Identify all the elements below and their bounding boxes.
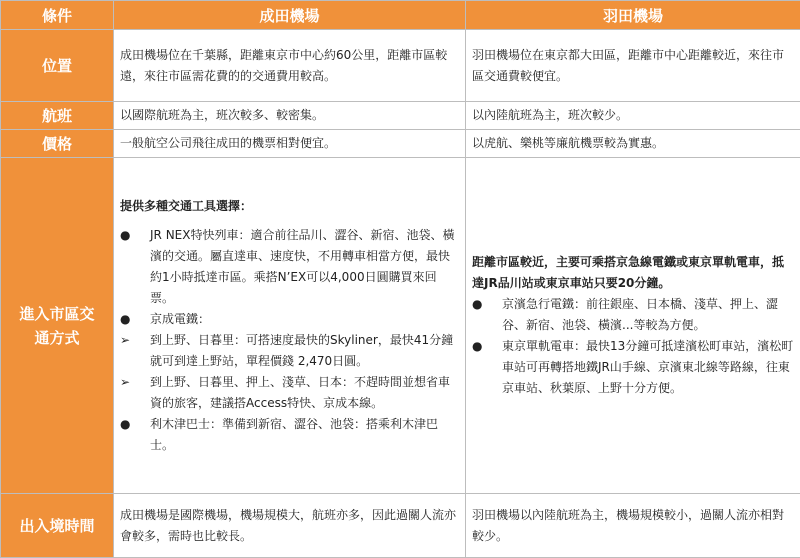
bullet-marker: ● [120, 311, 131, 326]
row-label-price: 價格 [1, 130, 114, 158]
list-item-text: 京濱急行電鐵：前往銀座、日本橋、淺草、押上、澀谷、新宿、池袋、橫濱...等較為方便。 [502, 297, 779, 332]
narita-transport-intro: 提供多種交通工具選擇： [120, 198, 253, 213]
header-haneda: 羽田機場 [466, 1, 800, 30]
haneda-transport-intro: 距離市區較近，主要可乘搭京急線電鐵或東京單軌電車，抵達JR品川站或東京車站只要20分鐘。 [472, 255, 785, 290]
list-item [472, 336, 794, 399]
narita-location: 成田機場位在千葉縣，距離東京市中心約60公里，距離市區較遠，來往市區需花費的的交通費用較高。 [114, 30, 466, 102]
row-label-location: 位置 [1, 30, 114, 102]
list-item [120, 414, 459, 456]
list-item [120, 372, 459, 414]
table-row-price [1, 130, 800, 158]
bullet-marker: ● [120, 416, 131, 431]
narita-price: 一般航空公司飛往成田的機票相對便宜。 [114, 130, 466, 158]
table-row-location [1, 30, 800, 102]
table-row-immigration [1, 494, 800, 558]
table-row-flights [1, 102, 800, 130]
haneda-price: 以虎航、樂桃等廉航機票較為實惠。 [466, 130, 800, 158]
table-header-row [1, 1, 800, 30]
list-item [472, 294, 794, 336]
list-item [120, 330, 459, 372]
arrow-marker: ➢ [120, 374, 131, 389]
table-row-transport [1, 158, 800, 494]
haneda-location: 羽田機場位在東京都大田區，距離市中心距離較近，來往市區交通費較便宜。 [466, 30, 800, 102]
bullet-marker: ● [472, 339, 483, 353]
row-label-flights: 航班 [1, 102, 114, 130]
narita-flights: 以國際航班為主，班次較多、較密集。 [114, 102, 466, 130]
arrow-marker: ➢ [120, 332, 131, 347]
header-narita: 成田機場 [114, 1, 466, 30]
row-label-immigration: 出入境時間 [1, 494, 114, 558]
list-item [120, 225, 459, 309]
list-item-text: 到上野、日暮里：可搭速度最快的Skyliner，最快41分鐘就可到達上野站，單程價錢 2,470日圓。 [150, 332, 454, 368]
row-label-transport-text: 進入市區交通方式 [19, 304, 95, 347]
row-label-transport [1, 158, 114, 494]
haneda-transport [466, 158, 800, 494]
list-item-text: 東京單軌電車：最快13分鐘可抵達濱松町車站，濱松町車站可再轉搭地鐵JR山手線、京濱東北線等路線，往東京車站、秋葉原、上野十分方便。 [502, 339, 794, 395]
bullet-marker: ● [472, 297, 483, 311]
narita-transport [114, 158, 466, 494]
list-item-text: 利木津巴士：準備到新宿、澀谷、池袋：搭乘利木津巴士。 [150, 416, 439, 452]
haneda-flights: 以內陸航班為主，班次較少。 [466, 102, 800, 130]
list-item-text: 到上野、日暮里、押上、淺草、日本：不趕時間並想省車資的旅客，建議搭Access特快、京成本線。 [150, 374, 451, 410]
list-item-text: 京成電鐵： [150, 311, 211, 326]
header-condition: 條件 [1, 1, 114, 30]
haneda-immigration: 羽田機場以內陸航班為主，機場規模較小，過關人流亦相對較少。 [466, 494, 800, 558]
list-item [120, 309, 459, 330]
list-item-text: JR NEX特快列車：適合前往品川、澀谷、新宿、池袋、橫濱的交通。屬直達車、速度快，不用轉車相當方便，最快約1小時抵達市區。乘搭N’EX可以4,000日圓購買來回票。 [150, 227, 455, 305]
narita-immigration: 成田機場是國際機場，機場規模大，航班亦多，因此過關人流亦會較多，需時也比較長。 [114, 494, 466, 558]
bullet-marker: ● [120, 227, 131, 242]
